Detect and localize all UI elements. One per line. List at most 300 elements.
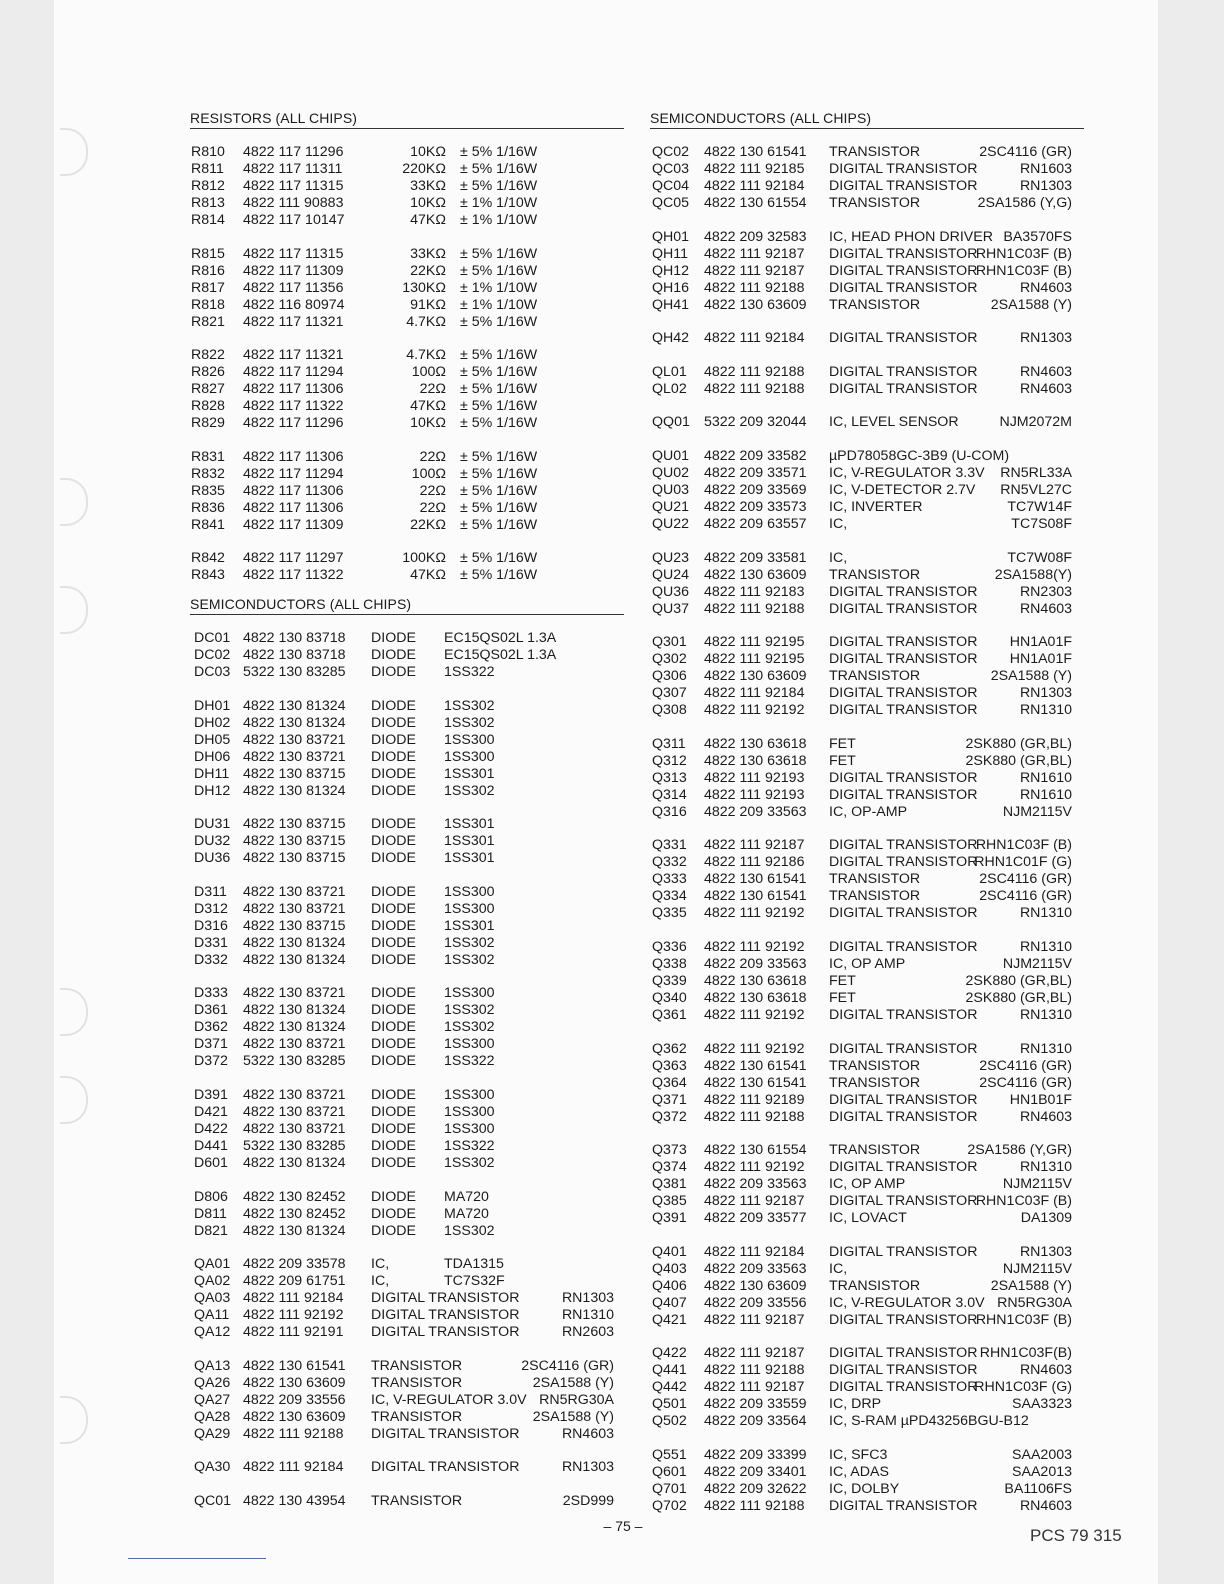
semiconductor-row: [652, 905, 1072, 922]
ref-designator: QU23: [652, 549, 690, 566]
ref-designator: Q403: [652, 1260, 687, 1277]
model-number: 1SS322: [444, 664, 495, 680]
model-number: 1SS300: [444, 900, 495, 917]
resistor-row: [191, 398, 611, 415]
resistance-value: 47KΩ: [410, 212, 446, 228]
component-type: DIODE: [371, 985, 416, 1002]
ref-designator: R818: [191, 296, 225, 313]
semiconductor-row: [652, 381, 1072, 398]
model-number: RHN1C03F (B): [975, 245, 1072, 262]
model-number: RHN1C03F (B): [975, 1311, 1072, 1328]
model-number: 2SA1588 (Y): [990, 296, 1072, 313]
ref-designator: D811: [194, 1205, 227, 1222]
semiconductor-row: [194, 1223, 614, 1240]
ref-designator: QU36: [652, 583, 690, 600]
part-number: 4822 111 92187: [704, 837, 805, 854]
ref-designator: R815: [191, 245, 225, 262]
component-type: TRANSISTOR: [371, 1374, 463, 1391]
semiconductor-row: [652, 229, 1072, 246]
semiconductor-row: [194, 1273, 614, 1290]
ref-designator: Q363: [652, 1057, 687, 1074]
component-type: IC, INVERTER: [829, 499, 923, 515]
part-number: 4822 117 11322: [243, 398, 344, 415]
part-number: 4822 111 92184: [704, 1243, 805, 1260]
part-number: 4822 209 33563: [704, 956, 807, 972]
scan-link-underline: [128, 1558, 266, 1559]
ref-designator: QU22: [652, 516, 690, 532]
ref-designator: D333: [194, 985, 228, 1002]
model-number: 1SS301: [444, 816, 495, 833]
part-number: 4822 111 92188: [704, 600, 805, 617]
ref-designator: Q702: [652, 1498, 687, 1514]
model-number: 2SK880 (GR,BL): [965, 735, 1072, 752]
component-type: DIODE: [371, 816, 416, 833]
ref-designator: QA03: [194, 1290, 231, 1307]
component-type: FET: [829, 973, 856, 989]
part-number: 4822 111 92188: [704, 363, 805, 380]
semiconductor-row: [194, 1375, 614, 1392]
semiconductor-row: [194, 1189, 614, 1206]
ref-designator: Q364: [652, 1074, 687, 1091]
resistor-row: [191, 550, 611, 567]
model-number: 1SS301: [444, 833, 495, 850]
model-number: 1SS300: [444, 1036, 495, 1053]
model-number: 1SS300: [444, 1104, 495, 1120]
part-number: 4822 117 11306: [243, 482, 344, 499]
ref-designator: D362: [194, 1019, 228, 1036]
component-type: DIODE: [371, 1138, 416, 1154]
tolerance-rating: ± 5% 1/16W: [460, 347, 538, 364]
model-number: 1SS302: [444, 951, 495, 968]
semiconductor-row: [652, 685, 1072, 702]
part-number: 4822 209 33581: [704, 549, 807, 566]
model-number: NJM2072M: [999, 414, 1072, 431]
model-number: HN1B01F: [1009, 1091, 1072, 1108]
semiconductor-row: [652, 1278, 1072, 1295]
ref-designator: Q338: [652, 956, 687, 972]
semiconductor-row: [652, 195, 1072, 212]
part-number: 4822 130 83721: [243, 985, 346, 1002]
semiconductor-row: [194, 1206, 614, 1223]
semiconductor-row: [652, 1142, 1072, 1159]
component-type: IC, S-RAM µPD43256BGU-B12: [829, 1413, 1029, 1430]
component-type: DIGITAL TRANSISTOR: [829, 380, 978, 397]
resistance-value: 91KΩ: [410, 296, 446, 313]
component-type: IC, V-REGULATOR 3.0V: [829, 1294, 985, 1311]
semiconductor-row: [194, 1104, 614, 1121]
component-type: IC,: [829, 516, 848, 532]
resistance-value: 33KΩ: [410, 245, 446, 262]
part-number: 4822 111 92192: [704, 905, 805, 922]
semiconductor-row: [194, 935, 614, 952]
component-type: DIGITAL TRANSISTOR: [829, 1159, 978, 1176]
resistor-row: [191, 297, 611, 314]
ref-designator: QC01: [194, 1493, 232, 1509]
semiconductor-row: [652, 990, 1072, 1007]
model-number: TC7W08F: [1007, 549, 1072, 566]
part-number: 4822 209 33563: [704, 1260, 807, 1277]
model-number: 1SS300: [444, 985, 495, 1002]
semiconductor-row: [652, 1075, 1072, 1092]
model-number: RN1303: [1019, 1243, 1072, 1260]
model-number: RN4603: [561, 1425, 614, 1442]
ref-designator: DH06: [194, 748, 231, 765]
resistance-value: 100KΩ: [402, 550, 446, 567]
semiconductor-row: [194, 833, 614, 850]
model-number: 1SS302: [444, 1222, 495, 1239]
ref-designator: Q441: [652, 1362, 687, 1379]
semiconductor-row: [652, 804, 1072, 821]
component-type: DIODE: [371, 934, 416, 951]
component-type: DIGITAL TRANSISTOR: [829, 939, 978, 955]
model-number: EC15QS02L 1.3A: [444, 630, 557, 646]
semiconductor-row: [652, 280, 1072, 297]
ref-designator: QH12: [652, 262, 690, 279]
part-number: 4822 130 61541: [704, 1057, 807, 1074]
model-number: RN5VL27C: [1000, 482, 1072, 498]
model-number: 1SS302: [444, 714, 495, 731]
model-number: 1SS302: [444, 1019, 495, 1036]
model-number: 1SS300: [444, 883, 495, 900]
part-number: 4822 209 33399: [704, 1447, 807, 1463]
semiconductor-row: [194, 1409, 614, 1426]
component-type: DIODE: [371, 630, 416, 646]
semiconductor-row: [652, 956, 1072, 973]
part-number: 4822 111 92189: [704, 1091, 805, 1108]
part-number: 4822 111 92187: [704, 245, 805, 262]
ref-designator: DH02: [194, 714, 231, 731]
component-type: DIGITAL TRANSISTOR: [829, 1345, 978, 1362]
model-number: MA720: [444, 1188, 489, 1205]
model-number: RN1310: [1019, 1040, 1072, 1057]
resistance-value: 22Ω: [419, 448, 446, 465]
part-number: 4822 111 92187: [704, 1379, 805, 1396]
semiconductor-row: [652, 516, 1072, 533]
resistance-value: 4.7KΩ: [406, 313, 446, 330]
part-number: 4822 111 92187: [704, 1345, 805, 1362]
model-number: RHN1C03F (G): [974, 1379, 1072, 1396]
ref-designator: R836: [191, 499, 225, 516]
model-number: 1SS322: [444, 1138, 495, 1154]
ref-designator: R816: [191, 262, 225, 279]
semiconductor-row: [652, 1481, 1072, 1498]
model-number: 1SS302: [444, 934, 495, 951]
part-number: 4822 130 61541: [704, 871, 807, 888]
part-number: 4822 117 11315: [243, 178, 344, 194]
ref-designator: Q339: [652, 973, 687, 989]
section-rule: [190, 614, 624, 615]
part-number: 4822 130 81324: [243, 714, 346, 731]
model-number: RN1310: [1019, 905, 1072, 922]
ref-designator: QU01: [652, 448, 690, 464]
ref-designator: Q385: [652, 1193, 687, 1210]
semiconductor-row: [652, 144, 1072, 161]
component-type: DIGITAL TRANSISTOR: [829, 634, 978, 651]
semiconductor-row: [652, 854, 1072, 871]
component-type: TRANSISTOR: [829, 566, 921, 583]
model-number: 2SC4116 (GR): [521, 1357, 614, 1374]
model-number: TC7W14F: [1007, 499, 1072, 515]
component-type: DIGITAL TRANSISTOR: [829, 279, 978, 296]
part-number: 4822 130 63609: [704, 296, 807, 313]
semiconductor-row: [194, 1324, 614, 1341]
model-number: MA720: [444, 1205, 489, 1222]
ref-designator: R810: [191, 144, 225, 160]
part-number: 4822 111 92193: [704, 769, 805, 786]
component-type: DIGITAL TRANSISTOR: [371, 1307, 520, 1324]
component-type: DIODE: [371, 664, 416, 680]
component-type: DIODE: [371, 765, 416, 782]
semiconductor-row: [652, 263, 1072, 280]
component-type: TRANSISTOR: [829, 1057, 921, 1074]
component-type: IC, V-REGULATOR 3.0V: [371, 1391, 527, 1408]
ref-designator: DC02: [194, 647, 231, 663]
semiconductor-row: [652, 584, 1072, 601]
semiconductor-row: [194, 1426, 614, 1443]
ref-designator: R828: [191, 398, 225, 415]
semiconductor-row: [194, 1087, 614, 1104]
semiconductor-row: [194, 749, 614, 766]
component-type: IC, V-REGULATOR 3.3V: [829, 465, 985, 481]
ref-designator: D421: [194, 1104, 228, 1120]
ref-designator: QH42: [652, 330, 690, 347]
component-type: IC, HEAD PHON DRIVER: [829, 228, 993, 245]
ref-designator: R827: [191, 381, 225, 398]
component-type: DIODE: [371, 1002, 416, 1019]
component-type: TRANSISTOR: [829, 871, 921, 888]
ref-designator: Q301: [652, 634, 687, 651]
ref-designator: QA29: [194, 1425, 231, 1442]
resistance-value: 10KΩ: [410, 144, 446, 160]
ref-designator: R822: [191, 347, 225, 364]
component-type: DIODE: [371, 1019, 416, 1036]
part-number: 4822 111 92188: [704, 279, 805, 296]
part-number: 4822 130 61554: [704, 1142, 807, 1159]
component-type: DIGITAL TRANSISTOR: [829, 1040, 978, 1057]
semiconductor-row: [652, 448, 1072, 465]
semiconductor-row: [652, 1261, 1072, 1278]
part-number: 4822 111 92184: [243, 1459, 344, 1476]
semiconductor-row: [652, 1362, 1072, 1379]
semiconductor-row: [194, 1358, 614, 1375]
ref-designator: QA11: [194, 1307, 230, 1324]
part-number: 4822 117 11322: [243, 567, 344, 584]
tolerance-rating: ± 5% 1/16W: [460, 313, 538, 330]
ref-designator: Q601: [652, 1464, 687, 1480]
component-type: IC, LOVACT: [829, 1210, 907, 1227]
model-number: 2SK880 (GR,BL): [965, 990, 1072, 1006]
part-number: 4822 130 81324: [243, 782, 346, 799]
semiconductor-row: [652, 770, 1072, 787]
semiconductor-row: [652, 1058, 1072, 1075]
ref-designator: DH11: [194, 765, 230, 782]
part-number: 4822 117 11315: [243, 245, 344, 262]
resistance-value: 10KΩ: [410, 195, 446, 211]
component-type: DIODE: [371, 782, 416, 799]
semiconductor-row: [194, 1138, 614, 1155]
part-number: 4822 209 33563: [704, 803, 807, 820]
ref-designator: Q307: [652, 685, 687, 702]
model-number: RN1303: [1019, 178, 1072, 194]
model-number: RN2303: [1019, 583, 1072, 600]
semiconductor-row: [652, 601, 1072, 618]
component-type: DIODE: [371, 850, 416, 867]
part-number: 4822 130 83718: [243, 647, 346, 663]
semiconductor-row: [652, 1396, 1072, 1413]
part-number: 4822 111 92185: [704, 161, 805, 177]
component-type: DIGITAL TRANSISTOR: [829, 837, 978, 854]
resistor-row: [191, 144, 611, 161]
component-type: DIGITAL TRANSISTOR: [829, 262, 978, 279]
ref-designator: R831: [191, 448, 225, 465]
part-number: 4822 130 82452: [243, 1188, 346, 1205]
ref-designator: DU31: [194, 816, 231, 833]
model-number: RHN1C03F (B): [975, 837, 1072, 854]
component-type: TRANSISTOR: [829, 195, 921, 211]
part-number: 4822 130 81324: [243, 697, 346, 714]
part-number: 4822 130 81324: [243, 1019, 346, 1036]
ref-designator: Q373: [652, 1142, 687, 1159]
component-type: DIGITAL TRANSISTOR: [829, 1362, 978, 1379]
part-number: 4822 209 33582: [704, 448, 807, 464]
ref-designator: Q421: [652, 1311, 687, 1328]
resistance-value: 22Ω: [419, 381, 446, 398]
tolerance-rating: ± 5% 1/16W: [460, 465, 538, 482]
tolerance-rating: ± 5% 1/16W: [460, 448, 538, 465]
part-number: 4822 209 33559: [704, 1396, 807, 1413]
semiconductor-row: [652, 1193, 1072, 1210]
semiconductor-row: [194, 1155, 614, 1172]
part-number: 4822 209 33401: [704, 1464, 807, 1480]
part-number: 4822 111 92192: [704, 1159, 805, 1176]
component-type: IC, ADAS: [829, 1464, 889, 1480]
component-type: FET: [829, 752, 856, 769]
ref-designator: D331: [194, 934, 228, 951]
model-number: NJM2115V: [1002, 803, 1072, 820]
model-number: RHN1C03F(B): [979, 1345, 1072, 1362]
semiconductor-row: [652, 1413, 1072, 1430]
tolerance-rating: ± 1% 1/10W: [460, 212, 538, 228]
part-number: 4822 117 11311: [243, 161, 343, 177]
ref-designator: Q316: [652, 803, 687, 820]
ref-designator: Q335: [652, 905, 687, 922]
part-number: 4822 117 11309: [243, 516, 344, 533]
model-number: RN4603: [1019, 380, 1072, 397]
part-number: 4822 209 33569: [704, 482, 807, 498]
model-number: RN1310: [561, 1307, 614, 1324]
ref-designator: Q333: [652, 871, 687, 888]
model-number: 2SC4116 (GR): [979, 871, 1072, 888]
part-number: 4822 130 63618: [704, 735, 807, 752]
ref-designator: Q442: [652, 1379, 687, 1396]
resistance-value: 33KΩ: [410, 178, 446, 194]
ref-designator: R842: [191, 550, 225, 567]
ref-designator: D391: [194, 1087, 228, 1103]
part-number: 4822 130 83721: [243, 731, 346, 748]
ref-designator: Q302: [652, 651, 687, 668]
part-number: 4822 111 92183: [704, 583, 805, 600]
semiconductor-row: [652, 871, 1072, 888]
ref-designator: Q407: [652, 1294, 687, 1311]
ref-designator: Q308: [652, 702, 687, 719]
semiconductor-row: [652, 1041, 1072, 1058]
semiconductor-row: [652, 499, 1072, 516]
component-type: DIGITAL TRANSISTOR: [829, 1379, 978, 1396]
part-number: 4822 130 83721: [243, 883, 346, 900]
model-number: RN4603: [1019, 600, 1072, 617]
semiconductor-row: [194, 1019, 614, 1036]
model-number: 2SC4116 (GR): [979, 1074, 1072, 1091]
model-number: 2SA1588 (Y): [990, 668, 1072, 685]
ref-designator: Q311: [652, 735, 686, 752]
ref-designator: Q374: [652, 1159, 687, 1176]
ref-designator: D316: [194, 917, 228, 934]
semiconductor-row: [194, 766, 614, 783]
model-number: 2SA1588(Y): [994, 566, 1072, 583]
part-number: 4822 111 92188: [704, 1108, 805, 1125]
ref-designator: R826: [191, 364, 225, 381]
tolerance-rating: ± 5% 1/16W: [460, 245, 538, 262]
resistor-row: [191, 195, 611, 212]
part-number: 4822 209 33571: [704, 465, 807, 481]
ref-designator: DH12: [194, 782, 231, 799]
ref-designator: QA27: [194, 1391, 231, 1408]
component-type: DIODE: [371, 1104, 416, 1120]
semiconductor-row: [652, 1295, 1072, 1312]
semiconductor-row: [194, 952, 614, 969]
component-type: TRANSISTOR: [829, 1074, 921, 1091]
model-number: RN1303: [1019, 685, 1072, 702]
ref-designator: Q306: [652, 668, 687, 685]
resistance-value: 47KΩ: [410, 567, 446, 584]
component-type: DIGITAL TRANSISTOR: [829, 1243, 978, 1260]
tolerance-rating: ± 5% 1/16W: [460, 161, 538, 177]
semiconductor-row: [194, 732, 614, 749]
model-number: 2SA1586 (Y,GR): [967, 1142, 1072, 1159]
ref-designator: DU32: [194, 833, 231, 850]
semiconductor-row: [652, 1092, 1072, 1109]
component-type: DIODE: [371, 714, 416, 731]
component-type: IC, DRP: [829, 1396, 882, 1413]
part-number: 4822 130 63609: [704, 1277, 807, 1294]
resistor-row: [191, 567, 611, 584]
tolerance-rating: ± 5% 1/16W: [460, 381, 538, 398]
model-number: 2SD999: [562, 1493, 614, 1509]
part-number: 4822 117 11306: [243, 499, 344, 516]
ref-designator: D332: [194, 951, 228, 968]
semiconductor-row: [194, 985, 614, 1002]
part-number: 4822 130 43954: [243, 1493, 346, 1509]
part-number: 4822 130 63609: [704, 566, 807, 583]
semiconductor-row: [652, 1447, 1072, 1464]
ref-designator: R811: [191, 161, 224, 177]
part-number: 4822 130 83721: [243, 1087, 346, 1103]
model-number: TC7S32F: [444, 1273, 505, 1290]
model-number: RN1310: [1019, 1159, 1072, 1176]
part-number: 4822 209 63557: [704, 516, 807, 532]
part-number: 4822 117 11306: [243, 381, 344, 398]
part-number: 4822 130 83721: [243, 1036, 346, 1053]
ref-designator: D372: [194, 1053, 228, 1070]
semiconductor-row: [652, 330, 1072, 347]
part-number: 4822 130 82452: [243, 1205, 346, 1222]
component-type: TRANSISTOR: [829, 1277, 921, 1294]
ref-designator: QL02: [652, 380, 687, 397]
model-number: TC7S08F: [1011, 516, 1072, 532]
component-type: IC,: [829, 549, 848, 566]
semiconductor-row: [652, 1244, 1072, 1261]
semiconductor-row: [194, 1053, 614, 1070]
